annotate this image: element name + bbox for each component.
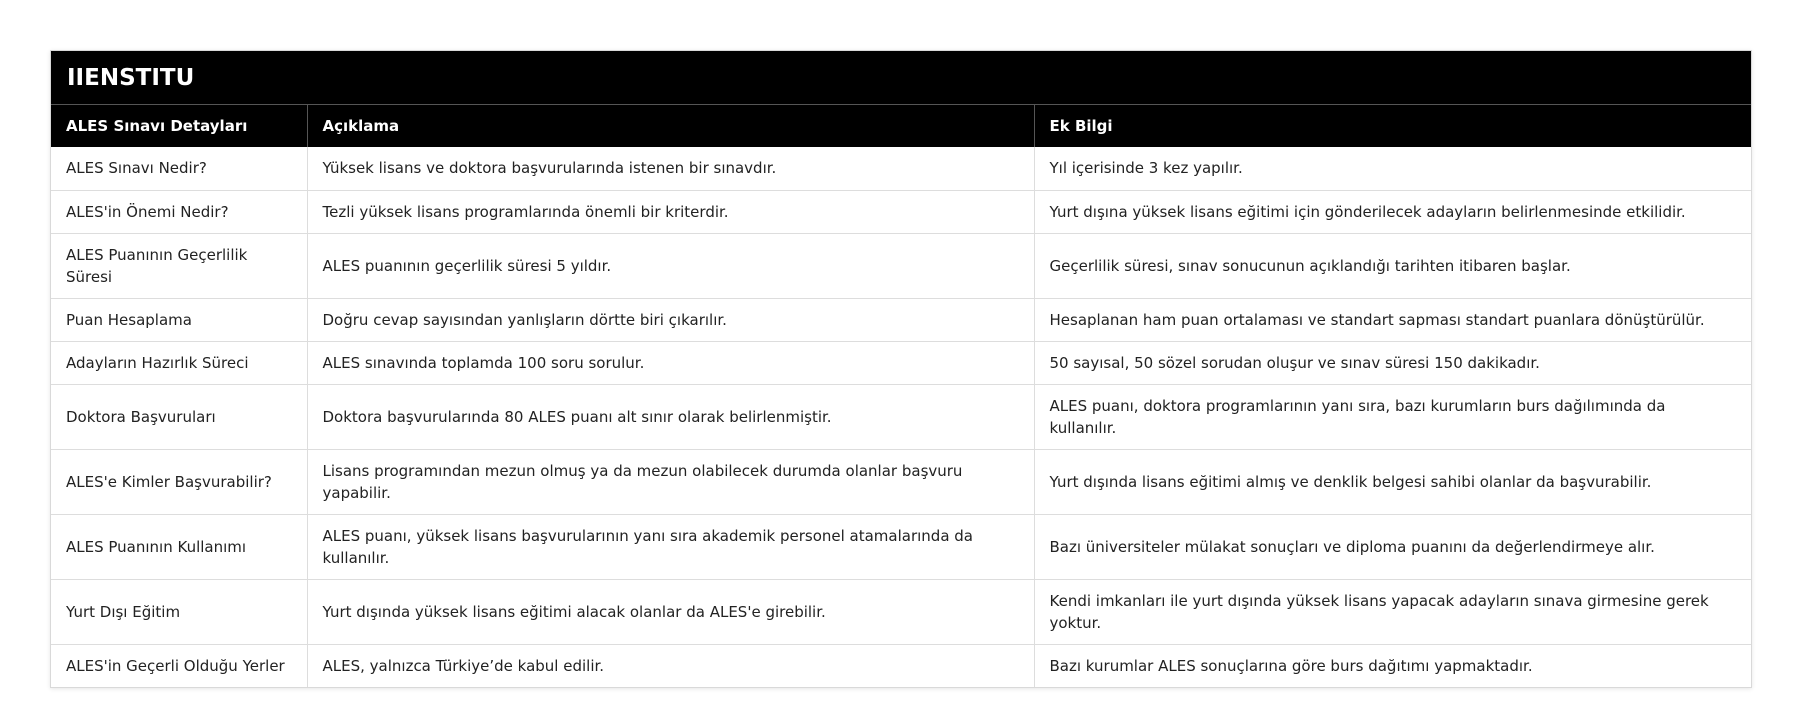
row-description: ALES, yalnızca Türkiye’de kabul edilir.: [307, 644, 1034, 687]
table-header: [51, 105, 1751, 147]
table-body: [51, 147, 1751, 687]
row-topic: ALES'e Kimler Başvurabilir?: [51, 449, 307, 514]
table-row: [51, 579, 1751, 644]
header-row: [51, 105, 1751, 147]
row-extra-info: 50 sayısal, 50 sözel sorudan oluşur ve sınav süresi 150 dakikadır.: [1034, 341, 1751, 384]
table-row: [51, 147, 1751, 190]
column-header-extra-info: Ek Bilgi: [1034, 105, 1751, 147]
row-topic: ALES Puanının Geçerlilik Süresi: [51, 233, 307, 298]
row-extra-info: Hesaplanan ham puan ortalaması ve standart sapması standart puanlara dönüştürülür.: [1034, 298, 1751, 341]
row-description: ALES sınavında toplamda 100 soru sorulur.: [307, 341, 1034, 384]
row-topic: ALES Puanının Kullanımı: [51, 514, 307, 579]
row-extra-info: Bazı üniversiteler mülakat sonuçları ve diploma puanını da değerlendirmeye alır.: [1034, 514, 1751, 579]
row-extra-info: Geçerlilik süresi, sınav sonucunun açıklandığı tarihten itibaren başlar.: [1034, 233, 1751, 298]
row-extra-info: Kendi imkanları ile yurt dışında yüksek lisans yapacak adayların sınava girmesine gerek yoktur.: [1034, 579, 1751, 644]
row-description: Tezli yüksek lisans programlarında önemli bir kriterdir.: [307, 190, 1034, 233]
row-topic: ALES Sınavı Nedir?: [51, 147, 307, 190]
table-row: [51, 341, 1751, 384]
table-row: [51, 233, 1751, 298]
column-header-details: ALES Sınavı Detayları: [51, 105, 307, 147]
row-description: Doğru cevap sayısından yanlışların dörtte biri çıkarılır.: [307, 298, 1034, 341]
row-topic: Puan Hesaplama: [51, 298, 307, 341]
table-row: [51, 298, 1751, 341]
row-extra-info: Bazı kurumlar ALES sonuçlarına göre burs dağıtımı yapmaktadır.: [1049, 656, 1533, 675]
row-description: ALES puanının geçerlilik süresi 5 yıldır.: [307, 233, 1034, 298]
ales-table: [51, 105, 1751, 687]
row-description: Yurt dışında yüksek lisans eğitimi alacak olanlar da ALES'e girebilir.: [307, 579, 1034, 644]
table-row: [51, 449, 1751, 514]
table-row: [51, 190, 1751, 233]
table-row: [51, 644, 1751, 687]
row-topic: Doktora Başvuruları: [51, 384, 307, 449]
row-topic: Adayların Hazırlık Süreci: [51, 341, 307, 384]
row-extra-info: Yıl içerisinde 3 kez yapılır.: [1034, 147, 1751, 190]
row-description: Yüksek lisans ve doktora başvurularında istenen bir sınavdır.: [307, 147, 1034, 190]
row-topic: ALES'in Önemi Nedir?: [51, 190, 307, 233]
row-extra-info: ALES puanı, doktora programlarının yanı sıra, bazı kurumların burs dağılımında da kullanılır.: [1034, 384, 1751, 449]
row-topic: ALES'in Geçerli Olduğu Yerler: [51, 644, 307, 687]
row-extra-info: Yurt dışına yüksek lisans eğitimi için gönderilecek adayların belirlenmesinde etkilidir.: [1034, 190, 1751, 233]
row-description: ALES puanı, yüksek lisans başvurularının yanı sıra akademik personel atamalarında da kullanılır.: [307, 514, 1034, 579]
table-row: [51, 514, 1751, 579]
row-description: Doktora başvurularında 80 ALES puanı alt sınır olarak belirlenmiştir.: [307, 384, 1034, 449]
table-row: [51, 384, 1751, 449]
row-description: Lisans programından mezun olmuş ya da mezun olabilecek durumda olanlar başvuru yapabilir.: [307, 449, 1034, 514]
ales-info-card: [50, 50, 1752, 688]
row-extra-info: Yurt dışında lisans eğitimi almış ve denklik belgesi sahibi olanlar da başvurabilir.: [1034, 449, 1751, 514]
row-topic: Yurt Dışı Eğitim: [51, 579, 307, 644]
brand-title: IIENSTITU: [51, 51, 1751, 105]
column-header-description: Açıklama: [307, 105, 1034, 147]
